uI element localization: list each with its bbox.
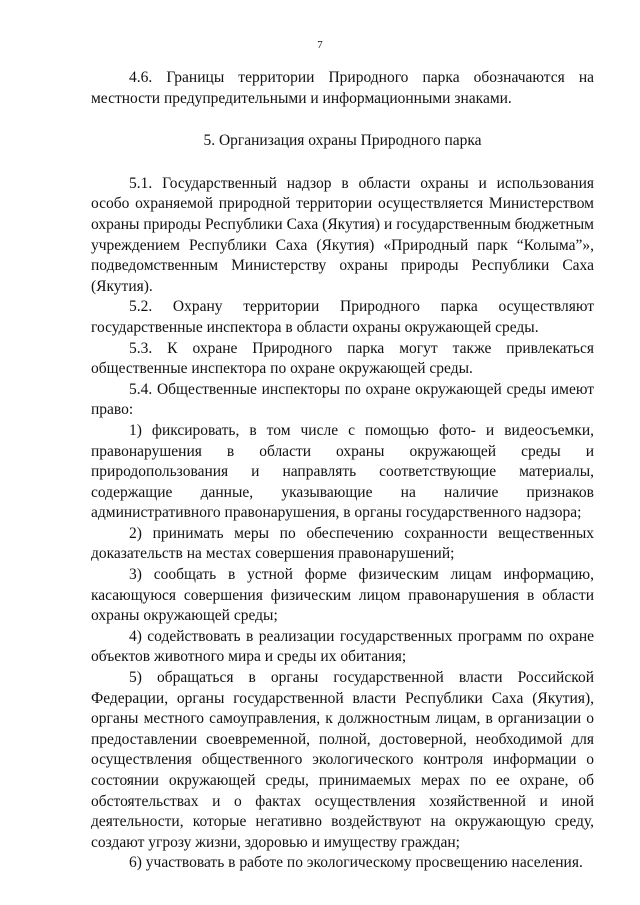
list-item-3: 3) сообщать в устной форме физическим лицам информацию, касающуюся совершения физическим лицом правонарушения в области охраны окружающей среды;	[91, 566, 594, 625]
paragraph-5-2: 5.2. Охрану территории Природного парка осуществляют государственные инспектора в области охраны окружающей среды.	[91, 298, 594, 336]
list-item-6: 6) участвовать в работе по экологическому просвещению населения.	[129, 854, 583, 872]
paragraph-5-1: 5.1. Государственный надзор в области охраны и использования особо охраняемой природной территории осуществляется Министерством охраны природы Республики Саха (Якутия) и государственным бюджетным учреждением Республики Саха (Якутия) «Природный парк “Колыма”», подведомственным Министерству охраны природы Республики Саха (Якутия).	[91, 174, 594, 295]
paragraph-5-3: 5.3. К охране Природного парка могут также привлекаться общественные инспектора по охране окружающей среды.	[91, 339, 594, 378]
list-item-1: 1) фиксировать, в том числе с помощью фото- и видеосъемки, правонарушения в области охраны окружающей среды и природопользования и направлять соответствующие материалы, содержащие данные, указывающие на наличие признаков административного правонарушения, в органы государственного надзора;	[91, 421, 594, 522]
list-item-4: 4) содействовать в реализации государственных программ по охране объектов животного мира и среды их обитания;	[91, 627, 594, 666]
list-item-5: 5) обращаться в органы государственной власти Российской Федерации, органы государственной власти Республики Саха (Якутия), органы местного самоуправления, к должностным лицам, в организации о предоставлении своевременной, полной, достоверной, необходимой для осуществления общественного экологического контроля информации о состоянии окружающей среды, принимаемых мерах по ее охране, об обстоятельствах и о фактах осуществления хозяйственной и иной деятельности, которые негативно воздействуют на окружающую среду, создают угрозу жизни, здоровью и имуществу граждан;	[91, 669, 594, 851]
document-body	[91, 68, 594, 874]
paragraph-5-4: 5.4. Общественные инспекторы по охране окружающей среды имеют право:	[91, 380, 594, 419]
paragraph-4-6: 4.6. Границы территории Природного парка обозначаются на местности предупредительными и информационными знаками.	[91, 69, 594, 107]
page-number: 7	[317, 39, 323, 51]
list-item-2: 2) принимать меры по обеспечению сохранности вещественных доказательств на местах совершения правонарушений;	[91, 524, 594, 563]
section-heading-5: 5. Организация охраны Природного парка	[203, 132, 482, 150]
